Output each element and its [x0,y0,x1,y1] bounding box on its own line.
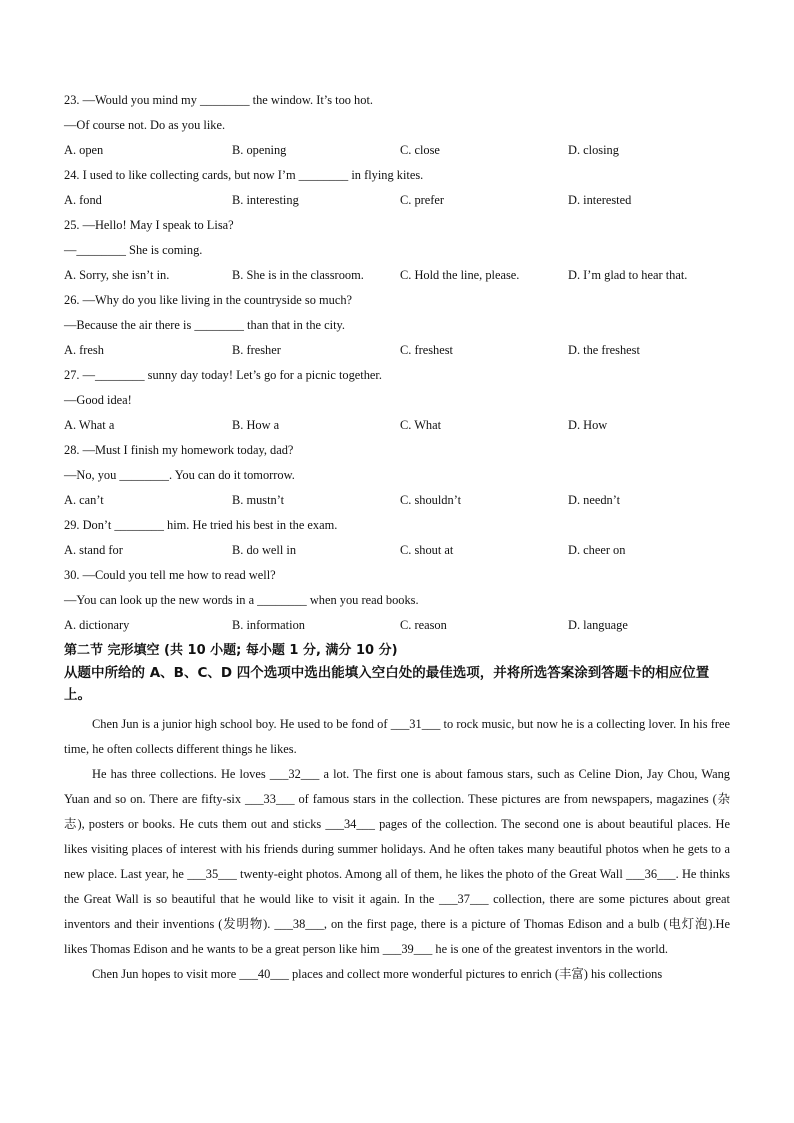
answer-options [64,490,730,515]
question-item [64,90,730,165]
question-item [64,215,730,290]
answer-option-d: D. the freshest [568,343,640,357]
answer-option-a: A. What a [64,418,115,432]
answer-option-c: C. freshest [400,343,453,357]
question-line: —No, you ________. You can do it tomorrow. [64,468,295,482]
question-item [64,515,730,565]
answer-option-c: C. prefer [400,193,445,207]
answer-option-a: A. dictionary [64,618,130,632]
cloze-paragraph-2: He has three collections. He loves ___32___ a lot. The first one is about famous stars, such as Celine Dion, Jay Chou, Wang Yuan and so on. There are fifty-six ___33___ of famous stars in the collection. These pictures are from newspapers, magazines (杂志), posters or books. He cuts them out and sticks ___34___ pages of the collection. The second one is about beautiful places. He likes visiting places of interest with his friends during summer holidays. And he often takes many beautiful photos when he gets to a new place. Last year, he ___35___ twenty-eight photos. Among all of them, he likes the photo of the Great Wall ___36___. He thinks the Great Wall is so beautiful that he would like to visit it again. In the ___37___ collection, there are some pictures about great inventors and their inventions (发明物). ___38___, on the first page, there is a picture of Thomas Edison and a bulb (电灯泡).He likes Thomas Edison and he wants to be a great person like him ___39___ he is one of the greatest inventors in the world. [64,767,730,956]
answer-option-a: A. fond [64,193,102,207]
question-item [64,565,730,640]
answer-options [64,415,730,440]
answer-option-b: B. do well in [232,543,297,557]
answer-options [64,190,730,215]
answer-options [64,265,730,290]
answer-option-b: B. How a [232,418,280,432]
cloze-paragraph-3: Chen Jun hopes to visit more ___40___ places and collect more wonderful pictures to enrich (丰富) his collections [92,967,663,981]
answer-option-a: A. can’t [64,493,104,507]
question-stem: 25. —Hello! May I speak to Lisa? [64,218,234,232]
question-item [64,365,730,440]
section-instruction: 从题中所给的 A、B、C、D 四个选项中选出能填入空白处的最佳选项，并将所选答案涂到答题卡的相应位置上。 [64,665,710,703]
answer-option-b: B. fresher [232,343,281,357]
answer-options [64,140,730,165]
question-item [64,290,730,365]
answer-options [64,615,730,640]
question-stem: 24. I used to like collecting cards, but now I’m ________ in flying kites. [64,168,424,182]
answer-option-d: D. closing [568,143,619,157]
question-line: —You can look up the new words in a ________ when you read books. [64,593,419,607]
question-line: —Of course not. Do as you like. [64,118,226,132]
answer-option-a: A. fresh [64,343,104,357]
answer-option-c: C. reason [400,618,447,632]
question-item [64,165,730,215]
section-title: 第二节 完形填空 (共 10 小题; 每小题 1 分, 满分 10 分) [64,643,398,658]
answer-option-a: A. open [64,143,104,157]
answer-option-c: C. close [400,143,440,157]
answer-options [64,340,730,365]
cloze-paragraph-1: Chen Jun is a junior high school boy. He used to be fond of ___31___ to rock music, but now he is a collecting lover. In his free time, he often collects different things he likes. [64,717,730,756]
answer-option-a: A. Sorry, she isn’t in. [64,268,170,282]
question-list [64,90,730,640]
question-stem: 26. —Why do you like living in the countryside so much? [64,293,353,307]
question-stem: 29. Don’t ________ him. He tried his best in the exam. [64,518,338,532]
answer-option-d: D. How [568,418,608,432]
question-stem: 27. —________ sunny day today! Let’s go for a picnic together. [64,368,382,382]
answer-option-c: C. Hold the line, please. [400,268,520,282]
answer-option-d: D. I’m glad to hear that. [568,268,688,282]
answer-option-b: B. information [232,618,305,632]
answer-option-c: C. shout at [400,543,454,557]
answer-option-d: D. language [568,618,628,632]
answer-option-d: D. needn’t [568,493,621,507]
question-stem: 23. —Would you mind my ________ the window. It’s too hot. [64,93,373,107]
answer-option-b: B. opening [232,143,287,157]
answer-option-a: A. stand for [64,543,123,557]
answer-option-b: B. interesting [232,193,299,207]
question-stem: 28. —Must I finish my homework today, dad? [64,443,294,457]
answer-option-d: D. cheer on [568,543,626,557]
answer-option-b: B. mustn’t [232,493,285,507]
question-line: —Good idea! [64,393,132,407]
answer-option-c: C. shouldn’t [400,493,462,507]
question-line: —________ She is coming. [64,243,203,257]
answer-options [64,540,730,565]
answer-option-b: B. She is in the classroom. [232,268,364,282]
page-content [64,90,730,987]
question-stem: 30. —Could you tell me how to read well? [64,568,276,582]
question-line: —Because the air there is ________ than that in the city. [64,318,346,332]
answer-option-d: D. interested [568,193,632,207]
answer-option-c: C. What [400,418,442,432]
question-item [64,440,730,515]
